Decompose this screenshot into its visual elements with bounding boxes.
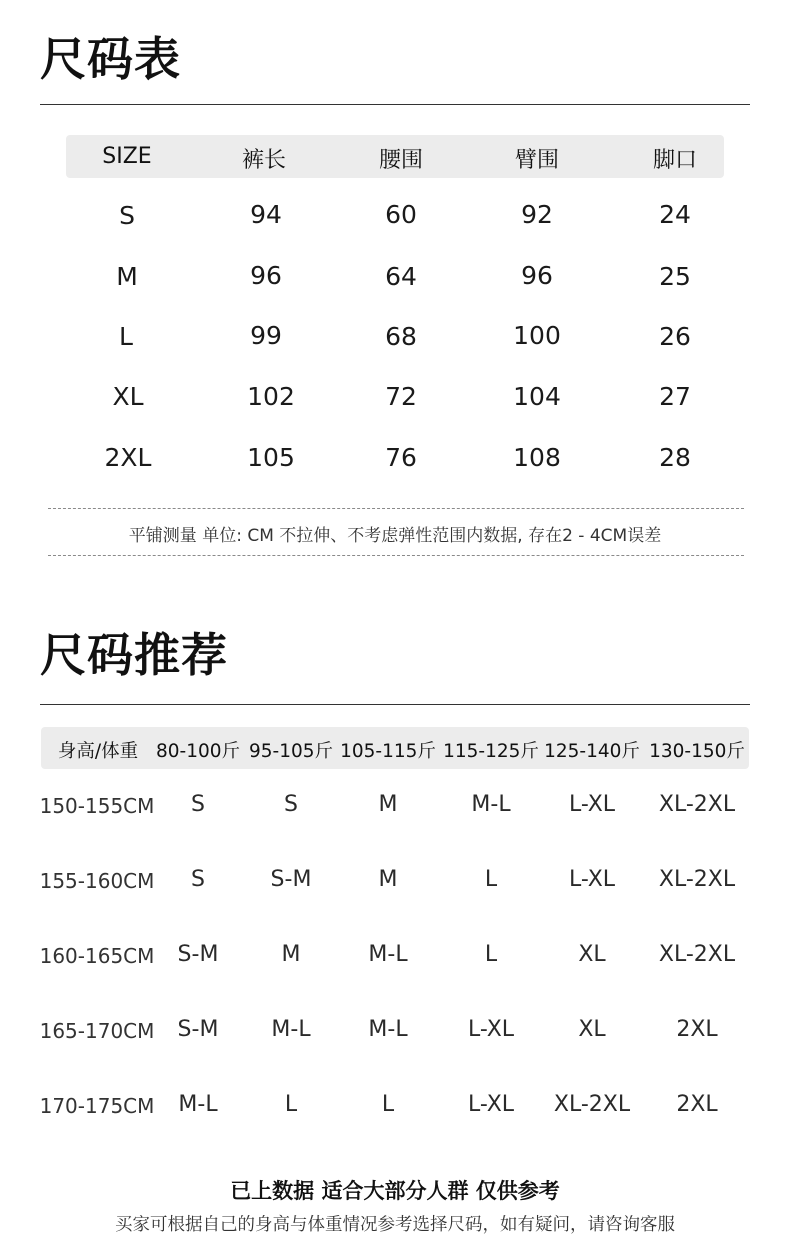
recommended-size-cell: S-M (270, 867, 312, 892)
waist-cell: 60 (385, 200, 417, 229)
size-cell: 2XL (104, 443, 152, 472)
recommendation-header-cell: 80-100斤 (155, 741, 241, 762)
recommended-size-cell: M-L (368, 942, 408, 967)
recommended-size-cell: XL-2XL (658, 792, 736, 817)
recommended-size-cell: L (484, 942, 498, 967)
pants-length-cell: 96 (250, 261, 282, 290)
recommended-size-cell: XL-2XL (658, 867, 736, 892)
recommended-size-cell: S (191, 867, 205, 892)
arm-cell: 92 (521, 200, 553, 229)
height-range-cell: 160-165CM (39, 944, 155, 968)
waist-cell: 72 (385, 382, 417, 411)
arm-cell: 104 (513, 382, 561, 411)
waist-cell: 64 (385, 262, 417, 291)
recommended-size-cell: 2XL (676, 1092, 718, 1117)
arm-cell: 108 (513, 443, 561, 472)
pants-length-cell: 99 (250, 321, 282, 350)
recommended-size-cell: M-L (368, 1017, 408, 1042)
note-top-divider (48, 508, 744, 509)
hem-cell: 24 (659, 200, 691, 229)
recommendation-header-cell: 125-140斤 (544, 741, 640, 762)
hem-cell: 28 (659, 443, 691, 472)
size-cell: S (119, 201, 135, 230)
pants-length-cell: 94 (250, 200, 282, 229)
recommended-size-cell: XL (578, 942, 606, 967)
recommended-size-cell: L (484, 867, 498, 892)
recommended-size-cell: L (284, 1092, 298, 1117)
footer-advice: 买家可根据自己的身高与体重情况参考选择尺码，如有疑问，请咨询客服 (115, 1215, 675, 1235)
recommended-size-cell: L (381, 1092, 395, 1117)
recommended-size-cell: L-XL (568, 792, 616, 817)
size-chart-header-cell: 腰围 (378, 148, 424, 173)
recommended-size-cell: M (378, 792, 398, 817)
pants-length-cell: 105 (247, 443, 295, 472)
recommended-size-cell: S (191, 792, 205, 817)
size-chart-header-cell: SIZE (102, 144, 152, 169)
size-chart-title-rule (40, 104, 750, 105)
recommended-size-cell: S (284, 792, 298, 817)
recommendation-header-cell: 身高/体重 (57, 741, 139, 762)
waist-cell: 68 (385, 322, 417, 351)
recommended-size-cell: M-L (271, 1017, 311, 1042)
recommended-size-cell: M-L (178, 1092, 218, 1117)
hem-cell: 26 (659, 322, 691, 351)
size-chart-title: 尺码表 (40, 32, 181, 86)
recommended-size-cell: M (281, 942, 301, 967)
recommended-size-cell: S-M (177, 942, 219, 967)
size-cell: XL (112, 382, 144, 411)
recommended-size-cell: L-XL (467, 1092, 515, 1117)
footer-disclaimer: 已上数据 适合大部分人群 仅供参考 (230, 1179, 560, 1203)
recommendation-header-cell: 130-150斤 (649, 741, 745, 762)
recommended-size-cell: M (378, 867, 398, 892)
measurement-note: 平铺测量 单位: CM 不拉伸、不考虑弹性范围内数据, 存在2 - 4CM误差 (128, 526, 662, 546)
recommended-size-cell: L-XL (467, 1017, 515, 1042)
size-chart-header-cell: 脚口 (652, 148, 698, 173)
recommended-size-cell: S-M (177, 1017, 219, 1042)
arm-cell: 96 (521, 261, 553, 290)
waist-cell: 76 (385, 443, 417, 472)
size-cell: L (119, 322, 133, 351)
height-range-cell: 170-175CM (39, 1094, 155, 1118)
hem-cell: 27 (659, 382, 691, 411)
height-range-cell: 155-160CM (39, 869, 155, 893)
pants-length-cell: 102 (247, 382, 295, 411)
note-bottom-divider (48, 555, 744, 556)
recommended-size-cell: M-L (471, 792, 511, 817)
hem-cell: 25 (659, 262, 691, 291)
height-range-cell: 150-155CM (39, 794, 155, 818)
recommended-size-cell: 2XL (676, 1017, 718, 1042)
recommendation-title-rule (40, 704, 750, 705)
recommendation-header-cell: 115-125斤 (443, 741, 539, 762)
size-cell: M (116, 262, 138, 291)
size-chart-header-cell: 裤长 (241, 148, 287, 173)
recommendation-header-cell: 105-115斤 (340, 741, 436, 762)
recommended-size-cell: XL-2XL (658, 942, 736, 967)
recommended-size-cell: XL (578, 1017, 606, 1042)
size-chart-header-cell: 臂围 (514, 148, 560, 173)
height-range-cell: 165-170CM (39, 1019, 155, 1043)
recommended-size-cell: XL-2XL (553, 1092, 631, 1117)
recommendation-title: 尺码推荐 (40, 628, 228, 682)
recommended-size-cell: L-XL (568, 867, 616, 892)
arm-cell: 100 (513, 321, 561, 350)
recommendation-header-cell: 95-105斤 (248, 741, 334, 762)
